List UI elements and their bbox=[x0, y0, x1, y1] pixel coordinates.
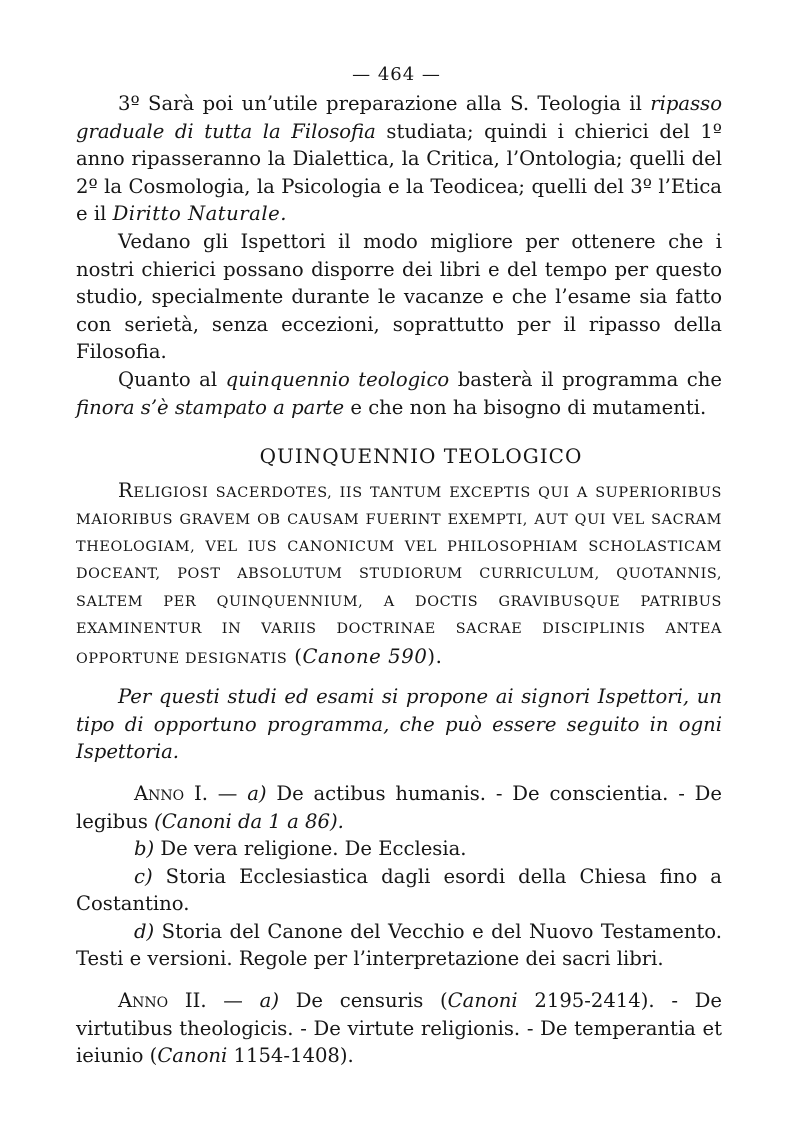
page-body bbox=[76, 90, 722, 1070]
para1-italic-phrase: ripasso graduale di tutta la Filosofia bbox=[76, 92, 722, 143]
canon-reference: Canone 590 bbox=[302, 644, 428, 668]
anno-1-c-letter: c) bbox=[134, 864, 153, 888]
canon-initial: R bbox=[118, 478, 134, 502]
anno-2-a-text: De censuris ( bbox=[278, 989, 448, 1013]
anno-1-d bbox=[76, 918, 722, 973]
canon-text: ELIGIOSI SACERDOTES, IIS TANTUM EXCEPTIS QUI A SUPERIORIBUS MAIORIBUS GRAVEM OB CAUSAM FUERINT EXEMPTI, AUT QUI VEL SACRAM THEOLOGIAM, VEL IUS CANONICUM VEL PHILOSOPHIAM SCHOLASTICAM DOCEANT, POST ABSOLUTUM STUDIORUM CURRICULUM, QUOTANNIS, SALTEM PER QUINQUENNIUM, A DOCTIS GRAVIBUSQUE PATRIBUS EXAMINENTUR IN VARIIS DOCTRINAE SACRAE DISCIPLINIS ANTEA OPPORTUNE DESIGNATIS bbox=[76, 484, 722, 667]
canon-ref-open: ( bbox=[287, 644, 303, 668]
anno-2-label: Anno II. bbox=[118, 989, 207, 1013]
page-number: — 464 — bbox=[352, 64, 441, 85]
para3-italic-phrase-2: finora s’è stampato a parte bbox=[76, 395, 345, 419]
paragraph-ispettori: Vedano gli Ispettori il modo migliore per ottenere che i nostri chierici possano disporre dei libri e del tempo per questo studio, specialmente durante le vacanze e che l’esame sia fatto con serietà, senza eccezioni, soprattutto per il ripasso della Filosofia. bbox=[76, 229, 722, 364]
anno-1-b-text: De vera religione. De Ecclesia. bbox=[154, 837, 467, 861]
canon-ref-close: ). bbox=[427, 644, 443, 668]
canon-quote bbox=[76, 477, 722, 673]
anno-1-a-text: De actibus humanis. - De conscientia. - De legibus bbox=[76, 781, 722, 833]
program-intro bbox=[76, 683, 722, 766]
anno-1-a-letter: a) bbox=[247, 781, 267, 805]
anno-2-a-ref-label: Canoni bbox=[447, 989, 518, 1013]
para3-lead: Quanto al bbox=[118, 367, 226, 391]
program-intro-text: Per questi studi ed esami si propone ai signori Ispettori, un tipo di opportuno programma, che può essere seguito in ogni Ispettoria. bbox=[76, 685, 722, 764]
anno-1-label: Anno I. bbox=[134, 781, 208, 805]
anno-2-a-letter: a) bbox=[259, 989, 279, 1013]
anno-1-c-text: Storia Ecclesiastica dagli esordi della Chiesa fino a Costantino. bbox=[76, 864, 722, 916]
para1-middle: studiata; quindi i chierici del 1º anno ripasseranno la Dialettica, la Critica, l’Ontologia; quelli del 2º la Cosmologia, la Psicologia e la Teodicea; quelli del 3º l’Etica e il bbox=[76, 119, 722, 226]
para1-diritto-naturale: Diritto Naturale. bbox=[112, 202, 287, 226]
anno-1-b-letter: b) bbox=[134, 837, 155, 861]
anno-1-d-letter: d) bbox=[134, 919, 155, 943]
anno-1-d-text: Storia del Canone del Vecchio e del Nuovo Testamento. Testi e versioni. Regole per l’interpretazione dei sacri libri. bbox=[76, 919, 722, 971]
para3-italic-phrase: quinquennio teologico bbox=[225, 367, 450, 391]
anno-1-a: Anno I. — a) De actibus humanis. - De conscientia. - De legibus (Canoni da 1 a 86). bbox=[76, 781, 722, 833]
anno-2-a-ref-text: 2195-2414). - De virtutibus theologicis. - De virtute religionis. - De temperantia et ieiunio ( bbox=[76, 989, 722, 1068]
anno-1-c bbox=[76, 863, 722, 918]
anno-2-a-ref2-text: 1154-1408). bbox=[227, 1044, 354, 1068]
section-heading: QUINQUENNIO TEOLOGICO bbox=[259, 444, 583, 469]
para3-middle: basterà il programma che bbox=[449, 367, 722, 391]
para1-lead: 3º Sarà poi un’utile preparazione alla S. Teologia il bbox=[118, 92, 651, 115]
paragraph-quinquennio bbox=[76, 366, 722, 421]
paragraph-ripasso bbox=[76, 90, 722, 228]
para3-tail: e che non ha bisogno di mutamenti. bbox=[344, 395, 707, 419]
anno-2-a: Anno II. — a) De censuris (Canoni 2195-2414). - De virtutibus theologicis. - De virtute religionis. - De temperantia et ieiunio (Canoni 1154-1408). bbox=[76, 989, 722, 1068]
anno-1-a-reference: (Canoni da 1 a 86). bbox=[154, 809, 344, 833]
anno-2-a-ref2-label: Canoni bbox=[157, 1044, 228, 1068]
anno-1-b bbox=[76, 835, 722, 863]
